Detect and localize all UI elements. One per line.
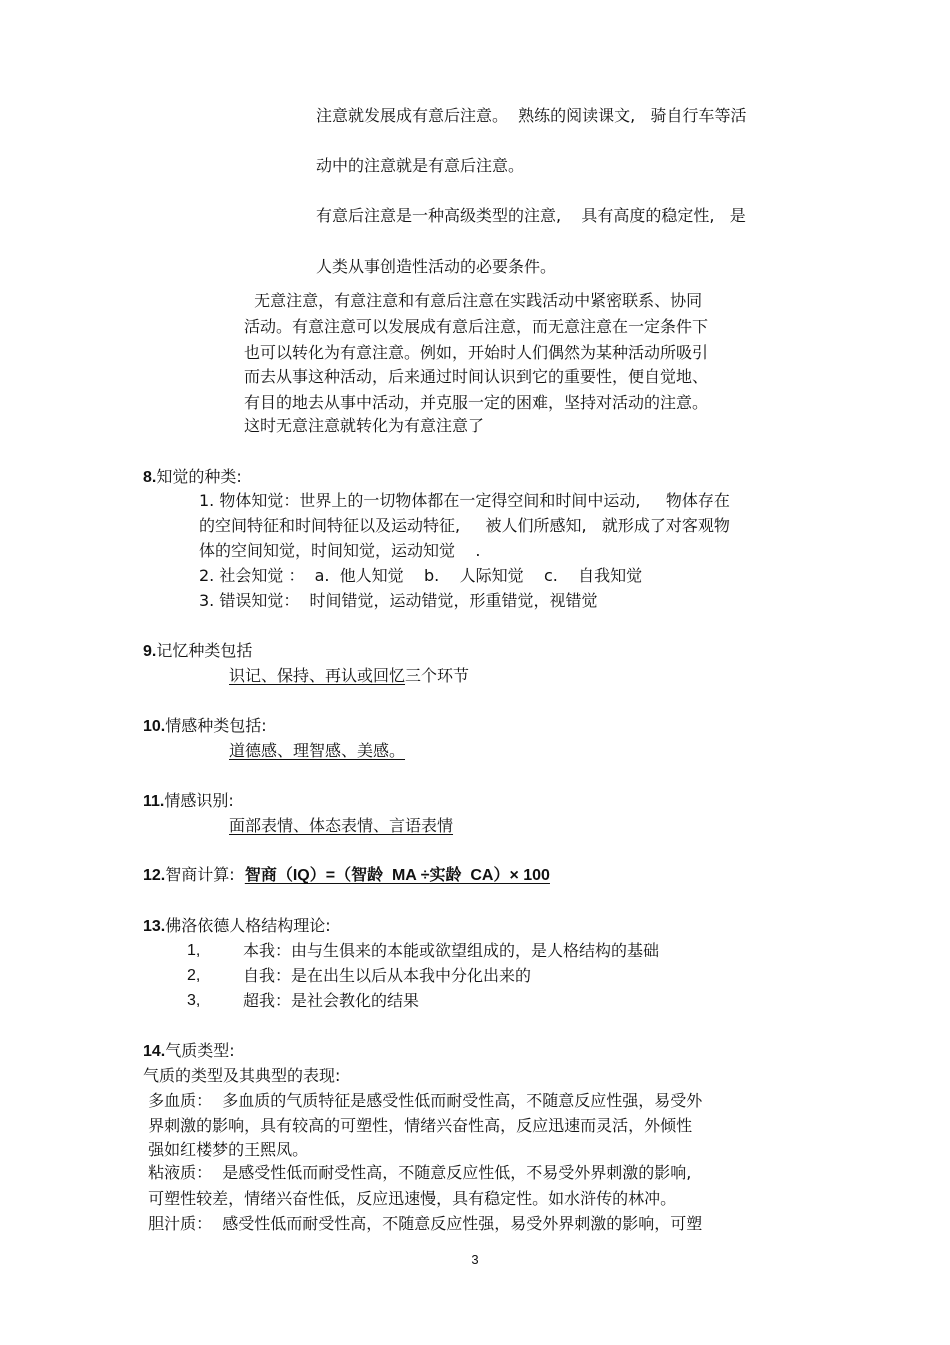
section-heading bbox=[143, 865, 550, 886]
list-item: 本我：由与生俱来的本能或欲望组成的，是人格结构的基础 bbox=[243, 941, 660, 960]
list-item: 超我：是社会教化的结果 bbox=[243, 991, 420, 1010]
section-number: 10. bbox=[143, 718, 166, 735]
text-line: 动中的注意就是有意后注意。 bbox=[316, 156, 525, 175]
list-item: 1. 物体知觉：世界上的一切物体都在一定得空间和时间中运动, 物体存在 bbox=[199, 491, 730, 510]
text-line: 注意就发展成有意后注意。 熟练的阅读课文, 骑自行车等活 bbox=[316, 106, 747, 125]
body-line: 可塑性较差，情绪兴奋性低，反应迅速慢，具有稳定性。如水浒传的林冲。 bbox=[143, 1189, 677, 1208]
answer-underlined: 识记、保持、再认或回忆 bbox=[229, 666, 406, 685]
body-line: 界刺激的影响，具有较高的可塑性，情绪兴奋性高，反应迅速而灵活，外倾性 bbox=[143, 1116, 693, 1135]
answer-line bbox=[229, 741, 405, 761]
answer-underlined: 面部表情、体态表情、言语表情 bbox=[229, 816, 454, 835]
subheading: 气质的类型及其典型的表现: bbox=[143, 1066, 341, 1085]
section-title: 记忆种类包括 bbox=[156, 641, 253, 660]
list-item: 自我：是在出生以后从本我中分化出来的 bbox=[243, 966, 532, 985]
section-title: 情感种类包括: bbox=[165, 716, 267, 735]
section-heading bbox=[143, 716, 267, 737]
list-item: 3. 错误知觉： 时间错觉，运动错觉，形重错觉，视错觉 bbox=[199, 591, 598, 610]
section-number: 11. bbox=[143, 793, 165, 810]
answer-line bbox=[229, 816, 453, 836]
section-heading bbox=[143, 641, 252, 662]
answer-tail: 三个环节 bbox=[405, 666, 470, 685]
list-number: 1, bbox=[187, 942, 201, 959]
section-heading bbox=[143, 791, 234, 812]
list-item-continued: 的空间特征和时间特征以及运动特征, 被人们所感知, 就形成了对客观物 bbox=[199, 516, 730, 535]
text-line: 有意后注意是一种高级类型的注意, 具有高度的稳定性, 是 bbox=[316, 206, 746, 225]
section-heading bbox=[143, 916, 331, 937]
paragraph-line: 无意注意，有意注意和有意后注意在实践活动中紧密联系、协同 bbox=[244, 291, 703, 310]
body-line: 胆汁质： 感受性低而耐受性高，不随意反应性强，易受外界刺激的影响，可塑 bbox=[143, 1214, 703, 1233]
paragraph-line: 活动。有意注意可以发展成有意后注意，而无意注意在一定条件下 bbox=[244, 317, 709, 336]
section-heading bbox=[143, 467, 242, 488]
section-number: 12. bbox=[143, 867, 166, 884]
answer-line bbox=[229, 666, 469, 686]
paragraph-line: 这时无意注意就转化为有意注意了 bbox=[244, 416, 485, 435]
iq-formula: 智商（IQ）=（智龄 MA ÷实龄 CA）× 100 bbox=[244, 867, 550, 884]
list-item: 2. 社会知觉 ： a. 他人知觉 b. 人际知觉 c. 自我知觉 bbox=[199, 566, 643, 585]
page-number: 3 bbox=[471, 1252, 479, 1267]
section-number: 9. bbox=[143, 643, 157, 660]
body-line: 强如红楼梦的王熙凤。 bbox=[143, 1140, 309, 1159]
section-title: 智商计算: bbox=[165, 865, 235, 884]
paragraph-line: 而去从事这种活动，后来通过时间认识到它的重要性，便自觉地、 bbox=[244, 367, 709, 386]
section-title: 气质类型: bbox=[165, 1041, 235, 1060]
body-line: 多血质： 多血质的气质特征是感受性低而耐受性高，不随意反应性强，易受外 bbox=[143, 1091, 703, 1110]
section-number: 8. bbox=[143, 469, 157, 486]
text-line: 人类从事创造性活动的必要条件。 bbox=[316, 257, 557, 276]
section-title: 情感识别: bbox=[164, 791, 234, 810]
list-number: 3, bbox=[187, 992, 201, 1009]
section-title: 佛洛依德人格结构理论: bbox=[165, 916, 331, 935]
paragraph-line: 有目的地去从事中活动，并克服一定的困难，坚持对活动的注意。 bbox=[244, 393, 709, 412]
list-item-continued: 体的空间知觉，时间知觉，运动知觉 . bbox=[199, 541, 481, 560]
list-number: 2, bbox=[187, 967, 201, 984]
body-line: 粘液质： 是感受性低而耐受性高，不随意反应性低，不易受外界刺激的影响, bbox=[143, 1163, 692, 1182]
section-number: 13. bbox=[143, 918, 166, 935]
paragraph-line: 也可以转化为有意注意。例如，开始时人们偶然为某种活动所吸引 bbox=[244, 343, 709, 362]
section-title: 知觉的种类: bbox=[156, 467, 242, 486]
section-heading bbox=[143, 1041, 235, 1062]
section-number: 14. bbox=[143, 1043, 166, 1060]
answer-underlined: 道德感、理智感、美感。 bbox=[229, 741, 406, 760]
